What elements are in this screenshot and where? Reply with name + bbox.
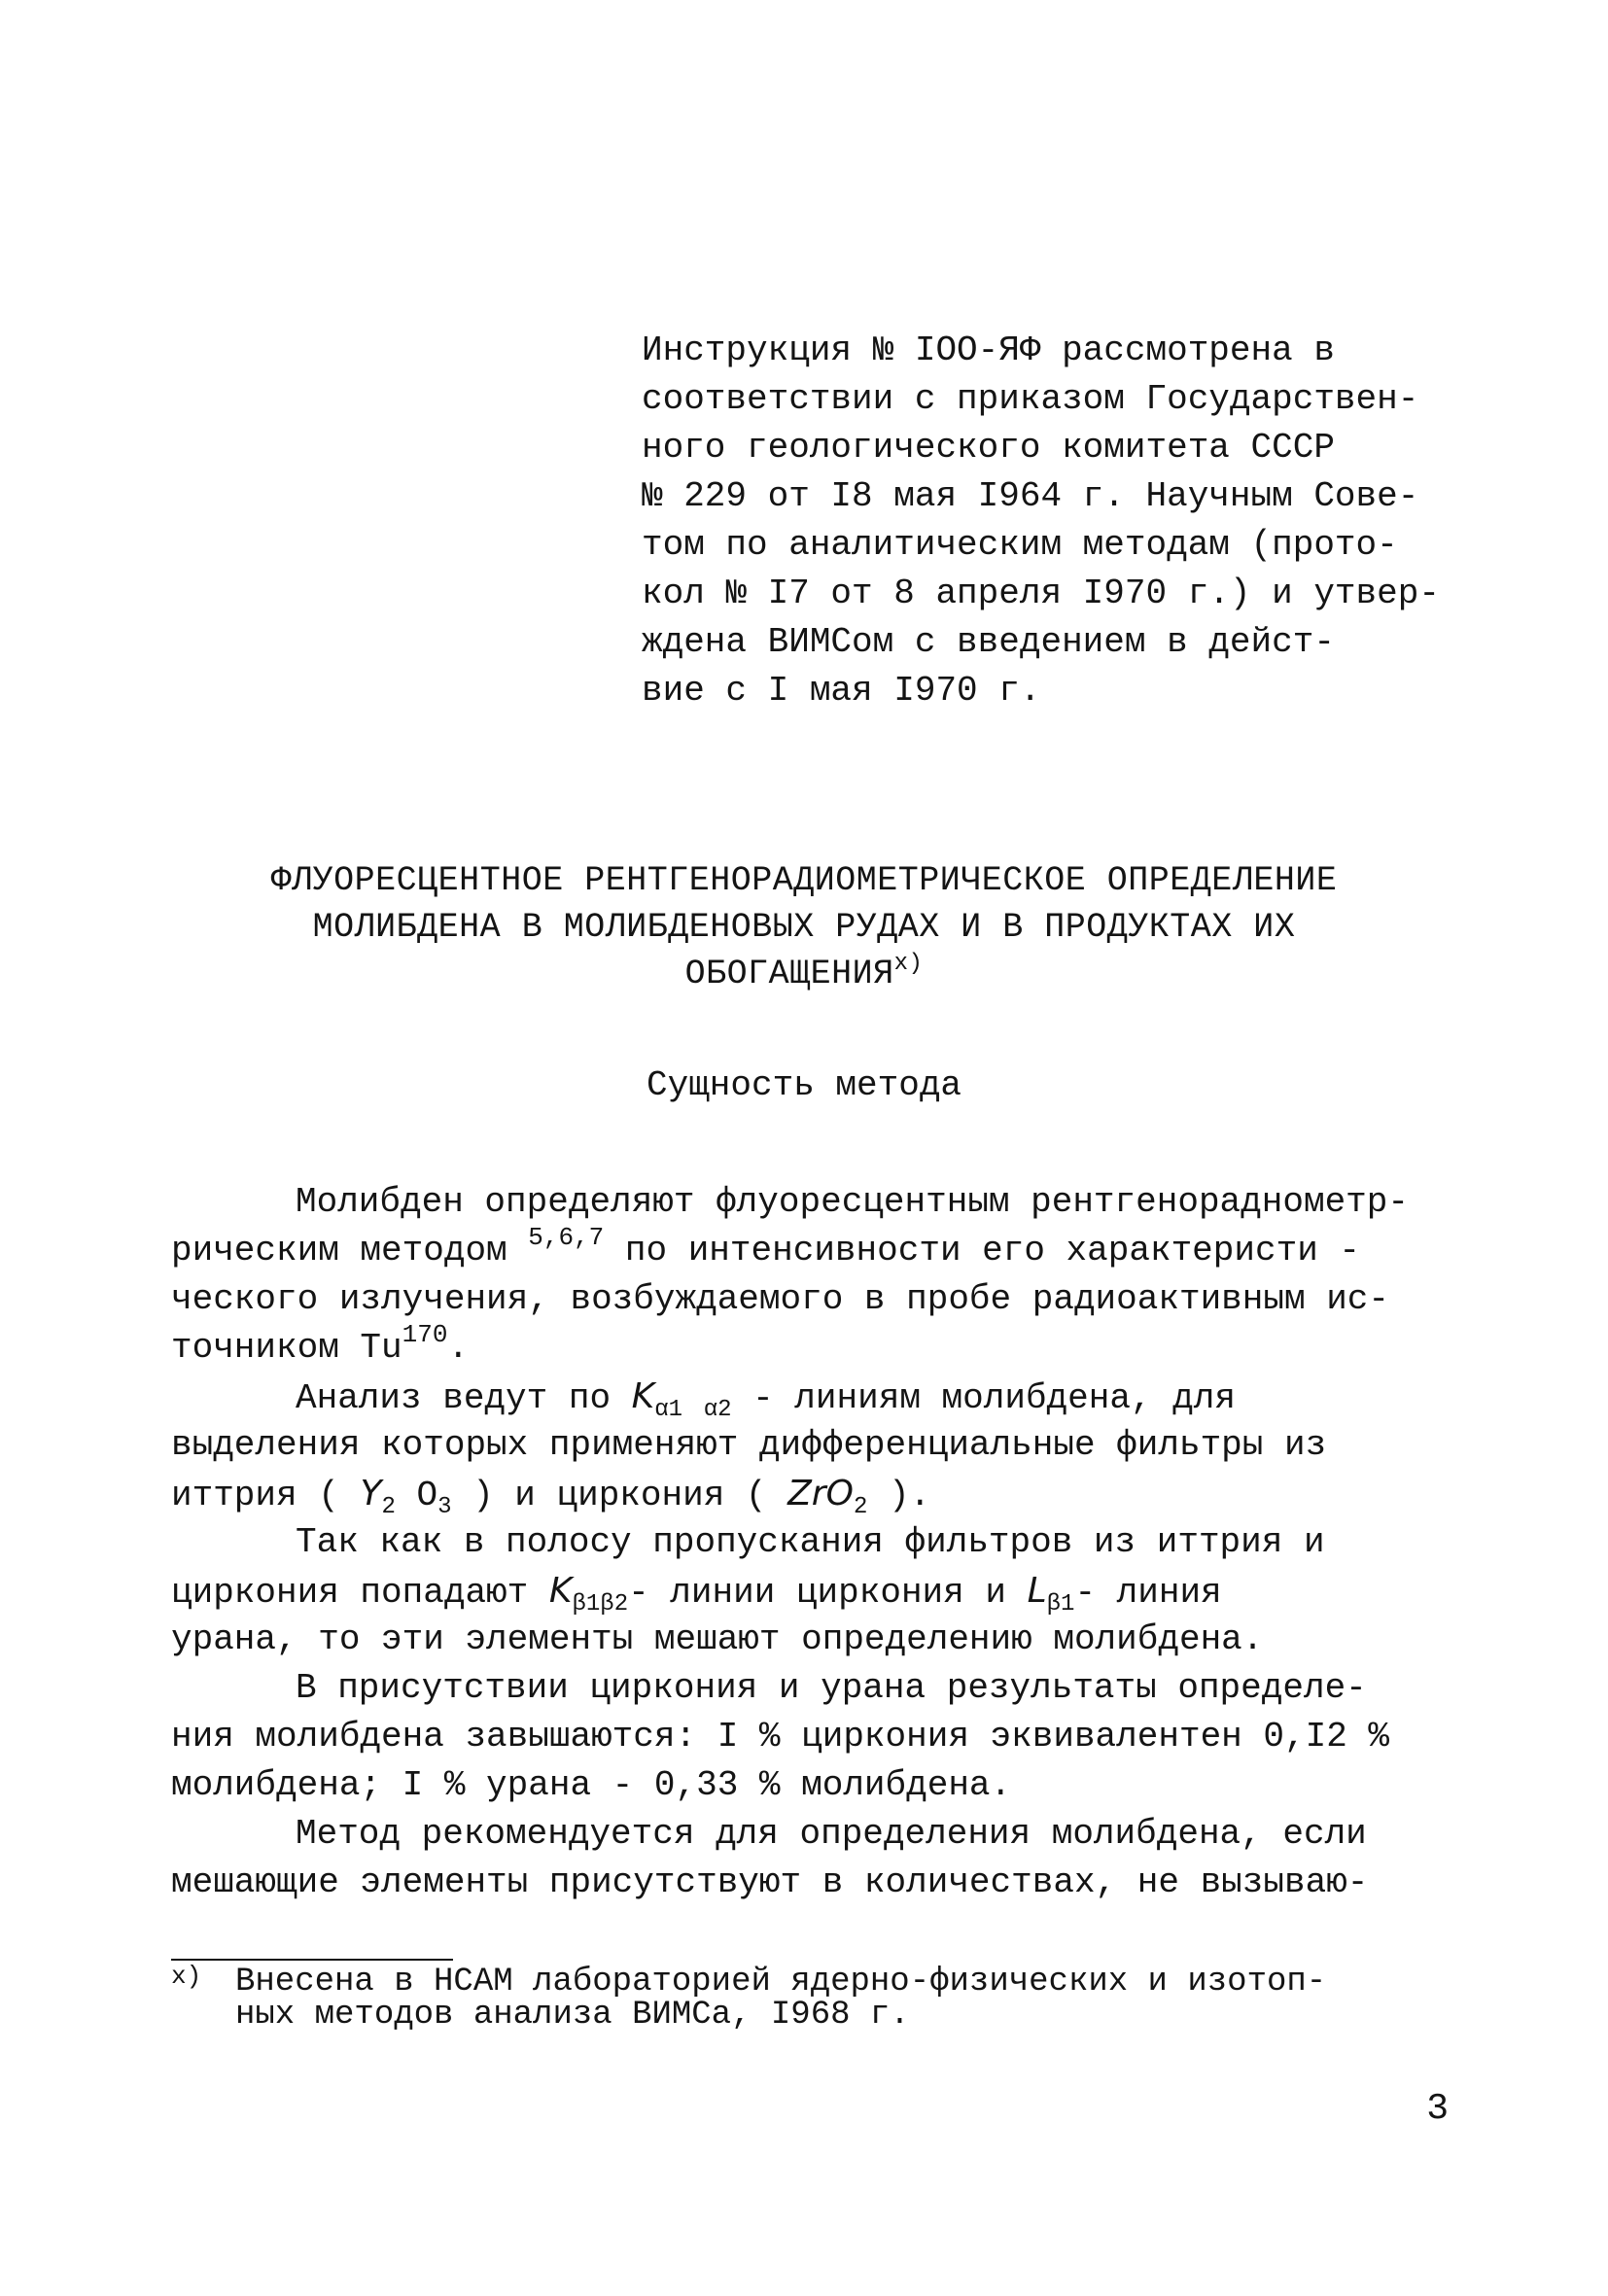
isotope-mass: 170 bbox=[402, 1320, 448, 1349]
zirconia-sub: 2 bbox=[853, 1494, 868, 1520]
k-beta-sub: β1β2 bbox=[572, 1591, 629, 1618]
footnote-line-1: Внесена в НСАМ лабораторией ядерно-физических и изотоп- bbox=[235, 1964, 1327, 2000]
p3-line-2b: - линии циркония и bbox=[628, 1573, 1028, 1613]
title-line-3-text: ОБОГАЩЕНИЯ bbox=[684, 955, 894, 993]
p5-line-2: мешающие элементы присутствуют в количествах, не вызываю- bbox=[171, 1862, 1369, 1902]
yttrium-sub: 2 bbox=[381, 1494, 396, 1520]
approval-line: ждена ВИМСом с введением в дейст- bbox=[642, 622, 1335, 662]
footnote-line-2: ных методов анализа ВИМСа, I968 г. bbox=[235, 1997, 910, 2034]
l-beta-symbol: L bbox=[1027, 1571, 1047, 1611]
k-line-sub-2: α2 bbox=[703, 1397, 732, 1423]
document-title bbox=[165, 857, 1443, 997]
approval-line: ного геологического комитета СССР bbox=[642, 428, 1335, 468]
approval-line: том по аналитическим методам (прото- bbox=[642, 525, 1398, 565]
l-beta-sub: β1 bbox=[1046, 1591, 1075, 1618]
footnote bbox=[171, 1962, 1454, 2034]
body-text bbox=[171, 1178, 1435, 1907]
p1-line-3: ческого излучения, возбуждаемого в пробе радиоактивным ис- bbox=[171, 1279, 1390, 1319]
p2-line-3c: ). bbox=[867, 1476, 931, 1515]
approval-note bbox=[642, 327, 1449, 715]
p3-line-2 bbox=[171, 1567, 1435, 1616]
p2-line-3b: ) и циркония ( bbox=[451, 1476, 788, 1515]
p3-line-2c: - линия bbox=[1074, 1573, 1222, 1613]
title-line-1: ФЛУОРЕСЦЕНТНОЕ РЕНТГЕНОРАДИОМЕТРИЧЕСКОЕ ОПРЕДЕЛЕНИЕ bbox=[270, 861, 1338, 900]
p3-line-1: Так как в полосу пропускания фильтров из иттрия и bbox=[296, 1522, 1325, 1562]
p1-line-2 bbox=[171, 1223, 1435, 1275]
p2-line-2: выделения которых применяют дифференциальные фильтры из bbox=[171, 1425, 1327, 1465]
approval-line: Инструкция № IOO-ЯФ рассмотрена в bbox=[642, 330, 1335, 370]
reference-numbers: 5,6,7 bbox=[528, 1223, 605, 1252]
k-beta-symbol: K bbox=[548, 1571, 573, 1611]
approval-line: кол № I7 от 8 апреля I970 г.) и утвер- bbox=[642, 574, 1440, 613]
p5-line-1: Метод рекомендуется для определения молибдена, если bbox=[296, 1814, 1367, 1854]
p4-line-3: молибдена; I % урана - 0,33 % молибдена. bbox=[171, 1765, 1012, 1805]
p2-line-3 bbox=[171, 1470, 1435, 1518]
p1-line-4 bbox=[171, 1320, 1435, 1373]
footnote-divider bbox=[171, 1959, 453, 1961]
k-line-sub-1: α1 bbox=[654, 1397, 683, 1423]
footnote-text bbox=[171, 1966, 1454, 2032]
footnote-mark: x) bbox=[171, 1962, 202, 1991]
section-heading: Сущность метода bbox=[646, 1065, 962, 1105]
p1-line-4b: . bbox=[447, 1328, 470, 1368]
p1-line-4a: точником Tu bbox=[171, 1328, 402, 1368]
zirconia-symbol: ZrO bbox=[787, 1474, 854, 1513]
oxygen-symbol: O bbox=[395, 1476, 438, 1515]
p2-line-1a: Анализ ведут по bbox=[296, 1378, 632, 1418]
p4-line-1: В присутствии циркония и урана результаты определе- bbox=[296, 1668, 1367, 1708]
p1-line-2a: рическим методом bbox=[171, 1231, 529, 1270]
p3-line-3: урана, то эти элементы мешают определению молибдена. bbox=[171, 1619, 1264, 1659]
page-number: 3 bbox=[1426, 2088, 1449, 2130]
title-line-3 bbox=[165, 951, 1443, 997]
approval-line: № 229 от I8 мая I964 г. Научным Сове- bbox=[642, 476, 1419, 516]
p2-line-3a: иттрия ( bbox=[171, 1476, 361, 1515]
oxygen-sub: 3 bbox=[437, 1494, 452, 1520]
k-line-symbol: K bbox=[631, 1376, 655, 1416]
title-footnote-mark: x) bbox=[893, 951, 924, 977]
p1-line-1: Молибден определяют флуоресцентным рентгенораднометр- bbox=[296, 1182, 1409, 1222]
p2-line-1b: - линиям молибдена, для bbox=[731, 1378, 1236, 1418]
p3-line-2a: циркония попадают bbox=[171, 1573, 549, 1613]
title-line-2: МОЛИБДЕНА В МОЛИБДЕНОВЫХ РУДАХ И В ПРОДУКТАХ ИХ bbox=[312, 908, 1296, 947]
approval-line: вие с I мая I970 г. bbox=[642, 671, 1041, 711]
yttrium-symbol: Y bbox=[360, 1474, 382, 1513]
p4-line-2: ния молибдена завышаются: I % циркония эквивалентен 0,I2 % bbox=[171, 1717, 1390, 1757]
p1-line-2b: по интенсивности его характеристи - bbox=[604, 1231, 1361, 1270]
p2-line-1 bbox=[171, 1373, 1435, 1421]
approval-line: соответствии с приказом Государствен- bbox=[642, 379, 1419, 419]
